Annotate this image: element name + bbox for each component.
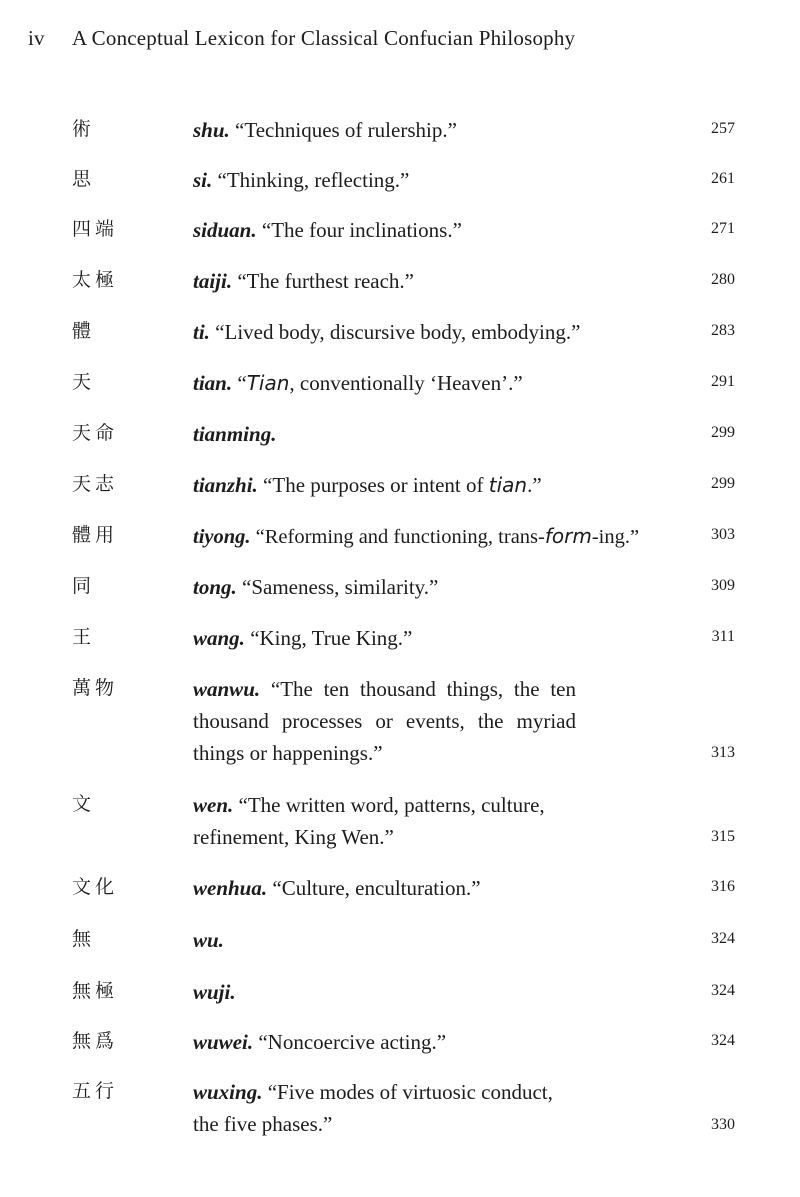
entry-term: tianzhi.: [193, 473, 258, 497]
entry-definition: [193, 673, 693, 769]
entry-gloss: “The furthest reach.”: [232, 269, 414, 293]
chinese-characters: 術: [72, 118, 96, 140]
entry-page-number: 330: [711, 1116, 735, 1133]
entry-gloss-part: “The written word, patterns, culture,: [233, 793, 545, 817]
chinese-characters: 同: [72, 575, 96, 597]
entry-term: siduan.: [193, 218, 257, 242]
entry-gloss: “Techniques of rulership.”: [229, 118, 457, 142]
entry-gloss-part: “The purposes or intent of: [257, 473, 489, 497]
chinese-characters: 萬物: [72, 677, 119, 699]
entry-definition: [193, 418, 693, 450]
entry-definition: [193, 265, 693, 297]
entry-definition: [193, 1076, 693, 1140]
definition-line: [193, 673, 576, 705]
entry-page-number: 324: [711, 982, 735, 999]
emphasized-term: tian: [488, 473, 528, 497]
chinese-characters: 無爲: [72, 1030, 119, 1052]
entry-gloss: “Culture, enculturation.”: [267, 876, 481, 900]
entry-term: si.: [193, 168, 213, 192]
entry-term: wanwu.: [193, 677, 261, 701]
entry-page-number: 261: [711, 170, 735, 187]
entry-page-number: 271: [711, 220, 735, 237]
entry-definition: [193, 571, 693, 603]
entry-definition: [193, 976, 693, 1008]
definition-line: [193, 1076, 693, 1108]
entry-term: tong.: [193, 575, 237, 599]
entry-definition: [193, 622, 693, 654]
entry-definition: [193, 316, 693, 348]
definition-line: [193, 789, 693, 821]
entry-page-number: 315: [711, 828, 735, 845]
entry-page-number: 309: [711, 577, 735, 594]
entry-gloss-part: .”: [527, 473, 542, 497]
entry-definition: [193, 1026, 693, 1058]
chinese-characters: 天: [72, 371, 96, 393]
chinese-characters: 無極: [72, 980, 119, 1002]
chinese-characters: 天命: [72, 422, 119, 444]
entry-term: wen.: [193, 793, 234, 817]
chinese-characters: 思: [72, 168, 96, 190]
entry-term: tiyong.: [193, 526, 251, 548]
entry-page-number: 291: [711, 373, 735, 390]
entry-term: wenhua.: [193, 876, 268, 900]
chinese-characters: 五行: [72, 1080, 119, 1102]
entry-term: tianming.: [193, 422, 277, 446]
entry-gloss-part: “: [232, 371, 247, 395]
entry-term: wuwei.: [193, 1030, 254, 1054]
entry-page-number: 280: [711, 271, 735, 288]
entry-term: tian.: [193, 371, 233, 395]
entry-gloss-part: “The ten thousand things, the ten: [260, 677, 576, 701]
entry-definition: [193, 520, 693, 553]
chinese-characters: 體: [72, 320, 96, 342]
chinese-characters: 無: [72, 928, 96, 950]
entry-definition: [193, 114, 693, 146]
entry-gloss-part: , conventionally ‘Heaven’.”: [289, 371, 523, 395]
entry-gloss: “King, True King.”: [244, 626, 413, 650]
entry-gloss: “Thinking, reflecting.”: [212, 168, 410, 192]
header-page-number: iv: [28, 26, 45, 50]
emphasized-term: Tian: [246, 371, 290, 395]
definition-line: refinement, King Wen.”: [193, 825, 394, 849]
entry-gloss: “Noncoercive acting.”: [253, 1030, 447, 1054]
entry-page-number: 324: [711, 930, 735, 947]
definition-line: things or happenings.”: [193, 741, 383, 765]
entry-definition: [193, 789, 693, 853]
chinese-characters: 四端: [72, 218, 119, 240]
definition-line: thousand processes or events, the myriad: [193, 709, 576, 733]
emphasized-term: form: [544, 524, 592, 548]
entry-page-number: 299: [711, 424, 735, 441]
entry-page-number: 299: [711, 475, 735, 492]
entry-page-number: 313: [711, 744, 735, 761]
entry-definition: [193, 469, 693, 501]
chinese-characters: 天志: [72, 473, 119, 495]
chinese-characters: 體用: [72, 524, 119, 546]
entry-gloss: “The four inclinations.”: [256, 218, 462, 242]
entry-page-number: 311: [711, 628, 735, 645]
entry-term: wuxing.: [193, 1080, 263, 1104]
entry-page-number: 316: [711, 878, 735, 895]
entry-gloss: “Lived body, discursive body, embodying.”: [209, 320, 581, 344]
chinese-characters: 王: [72, 626, 96, 648]
chinese-characters: 太極: [72, 269, 119, 291]
entry-gloss-part: -ing.”: [591, 526, 640, 548]
chinese-characters: 文化: [72, 876, 119, 898]
entry-gloss: “Sameness, similarity.”: [236, 575, 439, 599]
entry-term: wuji.: [193, 980, 236, 1004]
chinese-characters: 文: [72, 793, 96, 815]
entry-definition: [193, 367, 693, 399]
entry-page-number: 324: [711, 1032, 735, 1049]
entry-term: ti.: [193, 320, 210, 344]
entry-page-number: 257: [711, 120, 735, 137]
entry-definition: [193, 214, 693, 246]
entry-page-number: 303: [711, 526, 735, 543]
entry-term: wu.: [193, 928, 224, 952]
entry-definition: [193, 924, 693, 956]
entry-term: taiji.: [193, 269, 233, 293]
entry-gloss-part: “Five modes of virtuosic conduct,: [262, 1080, 553, 1104]
entry-definition: [193, 164, 693, 196]
entry-page-number: 283: [711, 322, 735, 339]
entry-gloss-part: “Reforming and functioning, trans-: [250, 526, 545, 548]
book-title: A Conceptual Lexicon for Classical Confucian Philosophy: [72, 26, 576, 50]
definition-line: the five phases.”: [193, 1112, 333, 1136]
entry-definition: [193, 872, 693, 904]
entry-term: wang.: [193, 626, 245, 650]
entry-term: shu.: [193, 118, 230, 142]
